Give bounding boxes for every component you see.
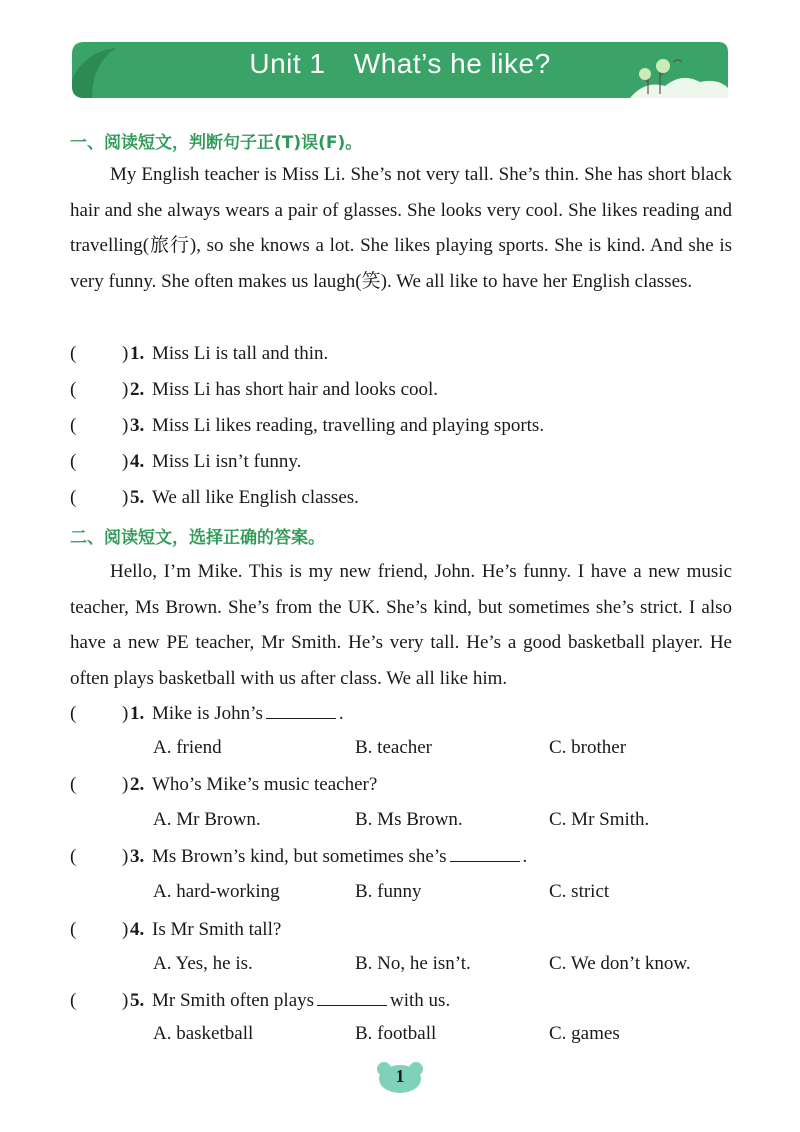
page-number-badge [375, 1060, 425, 1094]
question-stem: Ms Brown’s kind, but sometimes she’s [152, 846, 447, 867]
question-stem: Mike is John’s [152, 703, 263, 724]
question-number: 5. [130, 990, 145, 1011]
question-number: 4. [130, 451, 145, 472]
question-number: 3. [130, 846, 145, 867]
question-number: 1. [130, 703, 145, 724]
section1-heading: 一、阅读短文，判断句子正(T)误(F)。 [70, 133, 363, 153]
option-c: C. games [549, 1023, 620, 1044]
section1-passage [70, 157, 732, 299]
question-number: 2. [130, 379, 145, 400]
section2-passage-text: Hello, I’m Mike. This is my new friend, John. He’s funny. I have a new music teacher, Ms Brown. She’s from the UK. She’s kind, but sometimes she’s strict. I also have a new PE teacher, Mr Smith. He’s very tall. He’s a good basketball player. He often plays basketball with us after class. We all like him. [70, 561, 732, 689]
option-b: B. football [355, 1023, 437, 1044]
question-number: 3. [130, 415, 145, 436]
unit-banner [70, 40, 730, 100]
answer-paren-open: ( [70, 379, 77, 400]
answer-paren-close: ) [122, 919, 129, 940]
answer-paren-open: ( [70, 846, 77, 867]
question-text: Miss Li isn’t funny. [152, 451, 302, 472]
question-stem-end: with us. [390, 990, 451, 1011]
question-text: Is Mr Smith tall? [152, 919, 282, 940]
answer-blank [317, 990, 387, 1006]
section1-passage-text: My English teacher is Miss Li. She’s not very tall. She’s thin. She has short black hair and she always wears a pair of glasses. She looks very cool. She likes reading and travelling(旅行), so she knows a lot. She likes playing sports. She is kind. And she is very funny. She often makes us laugh(笑). We all like to have her English classes. [70, 164, 732, 292]
question-text: We all like English classes. [152, 487, 359, 508]
question-number: 5. [130, 487, 145, 508]
answer-paren-open: ( [70, 343, 77, 364]
option-a: A. Yes, he is. [153, 953, 253, 974]
question-text [152, 843, 527, 871]
answer-paren-close: ) [122, 379, 129, 400]
answer-paren-close: ) [122, 415, 129, 436]
question-stem-end: . [338, 703, 344, 724]
unit-label: Unit 1 [249, 48, 326, 79]
option-c: C. strict [549, 881, 610, 902]
option-b: B. No, he isn’t. [355, 953, 471, 974]
question-text: Miss Li has short hair and looks cool. [152, 379, 439, 400]
answer-paren-close: ) [122, 846, 129, 867]
answer-paren-close: ) [122, 487, 129, 508]
answer-blank [450, 846, 520, 862]
answer-paren-open: ( [70, 919, 77, 940]
answer-paren-open: ( [70, 774, 77, 795]
answer-paren-open: ( [70, 415, 77, 436]
question-stem: Mr Smith often plays [152, 990, 315, 1011]
question-text: Miss Li likes reading, travelling and playing sports. [152, 415, 545, 436]
question-text: Who’s Mike’s music teacher? [152, 774, 378, 795]
section2-passage [70, 554, 732, 696]
answer-paren-open: ( [70, 451, 77, 472]
answer-paren-open: ( [70, 487, 77, 508]
option-a: A. hard-working [153, 881, 280, 902]
option-b: B. Ms Brown. [355, 809, 463, 830]
section2-heading: 二、阅读短文，选择正确的答案。 [70, 528, 325, 548]
question-text: Miss Li is tall and thin. [152, 343, 329, 364]
answer-paren-close: ) [122, 343, 129, 364]
question-stem-end: . [522, 846, 528, 867]
answer-paren-close: ) [122, 703, 129, 724]
option-a: A. friend [153, 737, 222, 758]
question-text [152, 987, 450, 1015]
option-c: C. Mr Smith. [549, 809, 650, 830]
question-text [152, 700, 344, 728]
option-a: A. Mr Brown. [153, 809, 261, 830]
option-c: C. We don’t know. [549, 953, 691, 974]
answer-blank [266, 703, 336, 719]
page-title [70, 48, 730, 80]
option-b: B. funny [355, 881, 422, 902]
answer-paren-close: ) [122, 990, 129, 1011]
option-a: A. basketball [153, 1023, 254, 1044]
answer-paren-close: ) [122, 774, 129, 795]
page-number: 1 [395, 1066, 405, 1086]
answer-paren-open: ( [70, 990, 77, 1011]
unit-title: What’s he like? [353, 48, 551, 79]
question-number: 4. [130, 919, 145, 940]
answer-paren-open: ( [70, 703, 77, 724]
answer-paren-close: ) [122, 451, 129, 472]
question-number: 1. [130, 343, 145, 364]
option-b: B. teacher [355, 737, 433, 758]
question-number: 2. [130, 774, 145, 795]
option-c: C. brother [549, 737, 627, 758]
